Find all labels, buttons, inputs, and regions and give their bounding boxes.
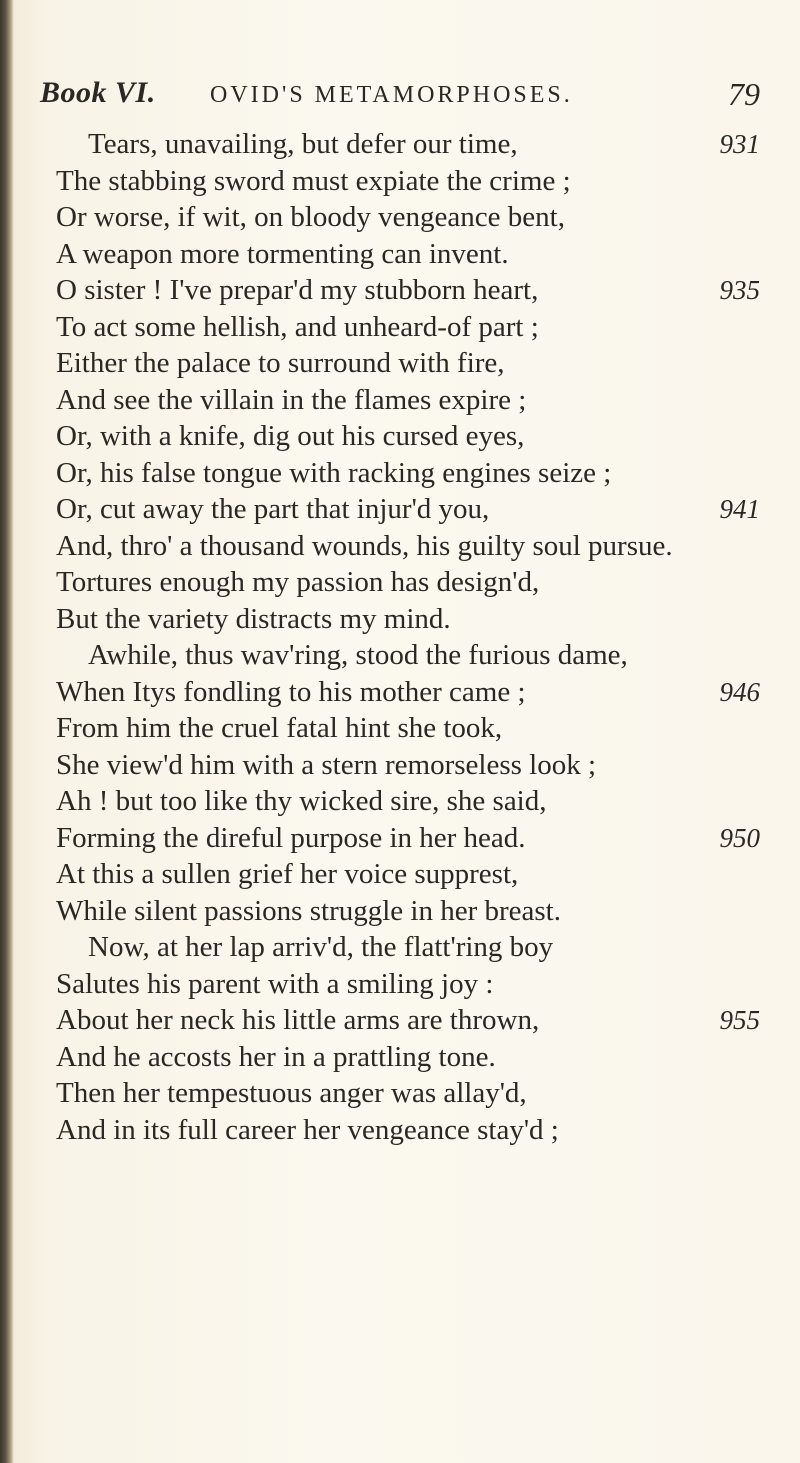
- verse-line: [40, 564, 780, 601]
- verse-line: [40, 783, 780, 820]
- verse-text: Tortures enough my passion has design'd,: [56, 566, 540, 598]
- verse-line: [40, 1112, 780, 1149]
- verse-line: [40, 1039, 780, 1076]
- verse-line: [40, 747, 780, 784]
- verse-text: Or, cut away the part that injur'd you,: [56, 493, 490, 525]
- verse-text: And, thro' a thousand wounds, his guilty soul pursue.: [56, 529, 673, 562]
- verse-text: O sister ! I've prepar'd my stubborn heart,: [56, 274, 539, 306]
- verse-text: A weapon more tormenting can invent.: [56, 237, 509, 270]
- verse-line: [40, 382, 780, 419]
- verse-line: [40, 1002, 780, 1039]
- verse-line: [40, 236, 780, 273]
- running-title: OVID'S METAMORPHOSES.: [210, 82, 573, 108]
- verse-line: [40, 126, 780, 163]
- line-number: 931: [719, 129, 760, 159]
- verse-line: [40, 309, 780, 346]
- verse-text: Tears, unavailing, but defer our time,: [88, 128, 518, 160]
- poem-text: [40, 126, 780, 1148]
- verse-line: [40, 601, 780, 638]
- line-number: 935: [719, 275, 760, 305]
- verse-text: About her neck his little arms are thrown,: [56, 1004, 540, 1036]
- verse-line: [40, 528, 780, 565]
- book-label: Book VI.: [40, 76, 156, 109]
- verse-line: [40, 856, 780, 893]
- verse-text: When Itys fondling to his mother came ;: [56, 675, 526, 708]
- verse-text: While silent passions struggle in her breast.: [56, 894, 561, 927]
- verse-line: [40, 637, 780, 674]
- verse-line: [40, 674, 780, 711]
- verse-text: Then her tempestuous anger was allay'd,: [56, 1077, 527, 1109]
- verse-line: [40, 455, 780, 492]
- verse-text: From him the cruel fatal hint she took,: [56, 712, 503, 744]
- verse-line: [40, 1075, 780, 1112]
- verse-text: But the variety distracts my mind.: [56, 602, 451, 635]
- verse-text: Salutes his parent with a smiling joy :: [56, 967, 494, 1000]
- verse-text: To act some hellish, and unheard-of part ;: [56, 310, 539, 343]
- verse-text: And in its full career her vengeance stay'd ;: [56, 1113, 559, 1146]
- verse-text: Either the palace to surround with fire,: [56, 347, 505, 379]
- verse-line: [40, 199, 780, 236]
- verse-line: [40, 491, 780, 528]
- verse-line: [40, 893, 780, 930]
- verse-text: Forming the direful purpose in her head.: [56, 821, 526, 854]
- verse-line: [40, 929, 780, 966]
- page-binding-edge: [0, 0, 14, 1463]
- line-number: 950: [719, 822, 760, 853]
- verse-line: [40, 272, 780, 309]
- verse-line: [40, 710, 780, 747]
- running-header: [40, 76, 780, 120]
- verse-line: [40, 820, 780, 857]
- page-number: 79: [728, 76, 760, 112]
- verse-text: Or, with a knife, dig out his cursed eyes,: [56, 420, 525, 452]
- verse-text: And he accosts her in a prattling tone.: [56, 1040, 496, 1073]
- verse-text: She view'd him with a stern remorseless look ;: [56, 748, 597, 781]
- verse-line: [40, 163, 780, 200]
- verse-text: Awhile, thus wav'ring, stood the furious dame,: [88, 639, 628, 671]
- verse-line: [40, 418, 780, 455]
- verse-line: [40, 345, 780, 382]
- verse-text: Or worse, if wit, on bloody vengeance bent,: [56, 201, 565, 233]
- line-number: 941: [719, 494, 760, 524]
- line-number: 946: [719, 676, 760, 707]
- verse-text: And see the villain in the flames expire ;: [56, 383, 527, 416]
- verse-text: The stabbing sword must expiate the crime ;: [56, 164, 571, 197]
- verse-text: Ah ! but too like thy wicked sire, she said,: [56, 785, 547, 817]
- verse-line: [40, 966, 780, 1003]
- line-number: 955: [719, 1005, 760, 1035]
- verse-text: Now, at her lap arriv'd, the flatt'ring boy: [88, 931, 554, 963]
- verse-text: At this a sullen grief her voice supprest,: [56, 858, 519, 890]
- verse-text: Or, his false tongue with racking engines seize ;: [56, 456, 612, 489]
